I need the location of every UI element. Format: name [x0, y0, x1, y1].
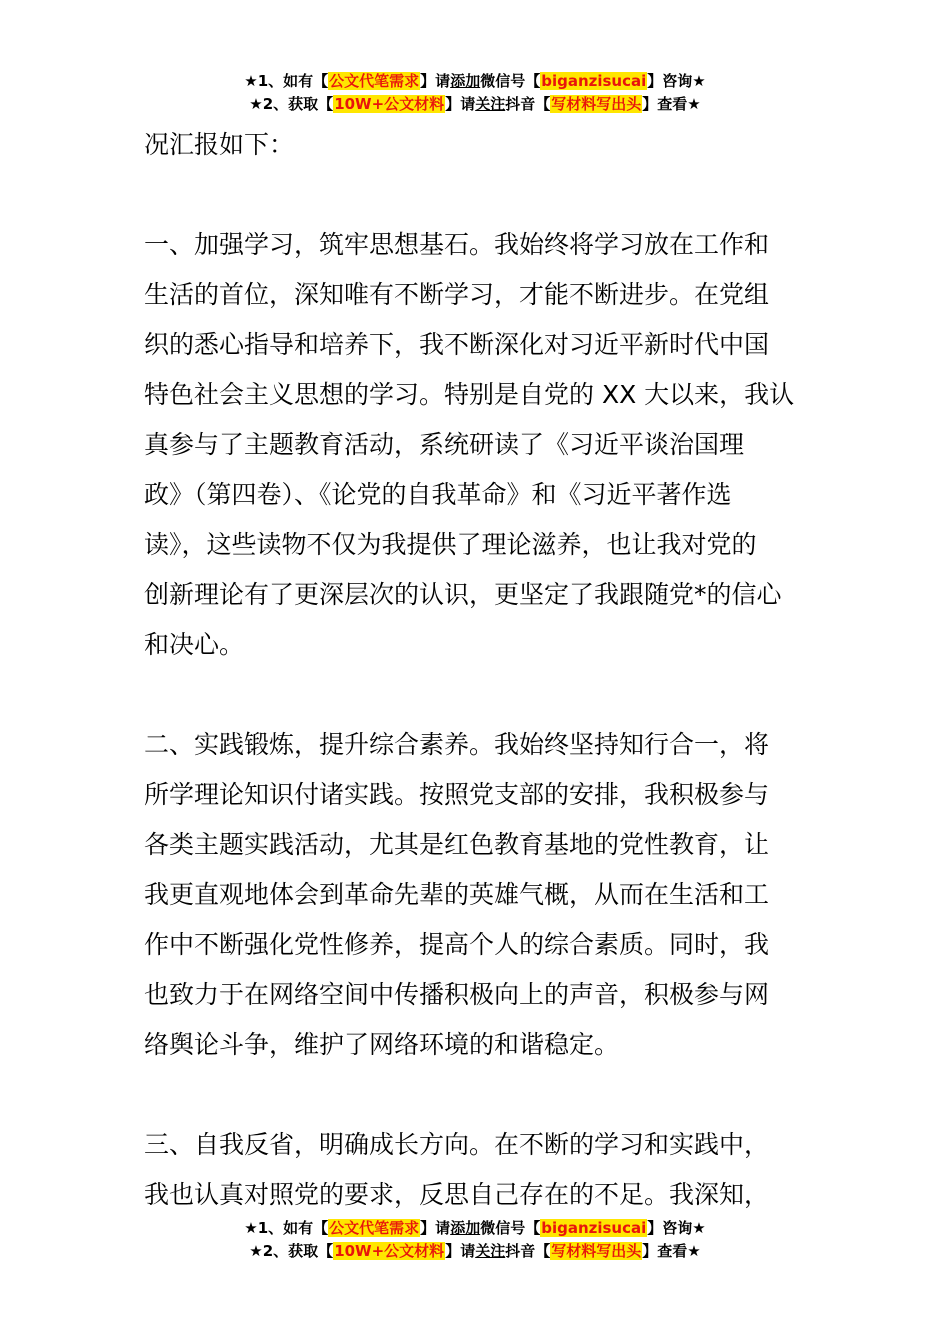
- paragraph-gap: [144, 670, 814, 720]
- text-line: 特色社会主义思想的学习。特别是自党的 XX 大以来，我认: [144, 380, 795, 409]
- text-line: 三、自我反省，明确成长方向。在不断的学习和实践中，: [144, 1130, 770, 1159]
- paragraph-gap: [144, 1070, 814, 1120]
- banner-text: 】查看★: [642, 1242, 701, 1260]
- banner-highlight: 公文代笔需求: [329, 72, 420, 90]
- banner-douyin-id: 写材料写出头: [551, 1242, 642, 1260]
- banner-wechat-id: biganzisucai: [541, 72, 647, 90]
- text-line: 创新理论有了更深层次的认识，更坚定了我跟随党*的信心: [144, 580, 782, 609]
- paragraph-3: [144, 1120, 814, 1220]
- banner-highlight: 10W+公文材料: [334, 1242, 445, 1260]
- banner-highlight: 公文代笔需求: [329, 1219, 420, 1237]
- text-line: 读》，这些读物不仅为我提供了理论滋养，也让我对党的: [144, 530, 757, 559]
- banner-text: ★2、获取【: [249, 95, 334, 113]
- banner-text: 抖音【: [505, 1242, 551, 1260]
- text-line: 织的悉心指导和培养下，我不断深化对习近平新时代中国: [144, 330, 770, 359]
- banner-text: ★1、如有【: [244, 72, 329, 90]
- text-line: 作中不断强化党性修养，提高个人的综合素质。同时，我: [144, 930, 770, 959]
- banner-text: 抖音【: [505, 95, 551, 113]
- banner-text: 】请: [445, 95, 476, 113]
- banner-wechat-id: biganzisucai: [541, 1219, 647, 1237]
- banner-text: 微信号【: [480, 72, 541, 90]
- banner-underlined-text: 添加: [450, 1219, 481, 1237]
- header-banner: [0, 70, 950, 116]
- text-line: 也致力于在网络空间中传播积极向上的声音，积极参与网: [144, 980, 770, 1009]
- banner-line-1: [0, 1217, 950, 1240]
- text-line: 各类主题实践活动，尤其是红色教育基地的党性教育，让: [144, 830, 770, 859]
- banner-highlight: 10W+公文材料: [334, 95, 445, 113]
- banner-text: ★2、获取【: [249, 1242, 334, 1260]
- intro-line: 况汇报如下：: [144, 130, 295, 159]
- footer-banner: [0, 1217, 950, 1263]
- banner-text: 】请: [420, 72, 451, 90]
- banner-text: 】咨询★: [647, 1219, 706, 1237]
- banner-line-2: [0, 1240, 950, 1263]
- banner-text: 】查看★: [642, 95, 701, 113]
- text-line: 政》（第四卷）、《论党的自我革命》和《习近平著作选: [144, 480, 732, 509]
- text-line: 真参与了主题教育活动，系统研读了《习近平谈治国理: [144, 430, 745, 459]
- text-line: 二、实践锻炼，提升综合素养。我始终坚持知行合一，将: [144, 730, 770, 759]
- text-line: 生活的首位，深知唯有不断学习，才能不断进步。在党组: [144, 280, 770, 309]
- paragraph-1: [144, 220, 814, 670]
- paragraph-2: [144, 720, 814, 1070]
- banner-text: 】请: [445, 1242, 476, 1260]
- document-body: [144, 120, 814, 1220]
- text-line: 我也认真对照党的要求，反思自己存在的不足。我深知，: [144, 1180, 770, 1209]
- text-line: 和决心。: [144, 630, 245, 659]
- banner-line-1: [0, 70, 950, 93]
- banner-text: 】请: [420, 1219, 451, 1237]
- banner-line-2: [0, 93, 950, 116]
- banner-text: 微信号【: [480, 1219, 541, 1237]
- banner-text: ★1、如有【: [244, 1219, 329, 1237]
- text-line: 络舆论斗争，维护了网络环境的和谐稳定。: [144, 1030, 620, 1059]
- text-line: 我更直观地体会到革命先辈的英雄气概，从而在生活和工: [144, 880, 770, 909]
- text-line: 一、加强学习，筑牢思想基石。我始终将学习放在工作和: [144, 230, 770, 259]
- banner-text: 】咨询★: [647, 72, 706, 90]
- banner-underlined-text: 关注: [475, 1242, 506, 1260]
- text-line: 所学理论知识付诸实践。按照党支部的安排，我积极参与: [144, 780, 770, 809]
- banner-douyin-id: 写材料写出头: [551, 95, 642, 113]
- banner-underlined-text: 添加: [450, 72, 481, 90]
- paragraph-gap: [144, 170, 814, 220]
- banner-underlined-text: 关注: [475, 95, 506, 113]
